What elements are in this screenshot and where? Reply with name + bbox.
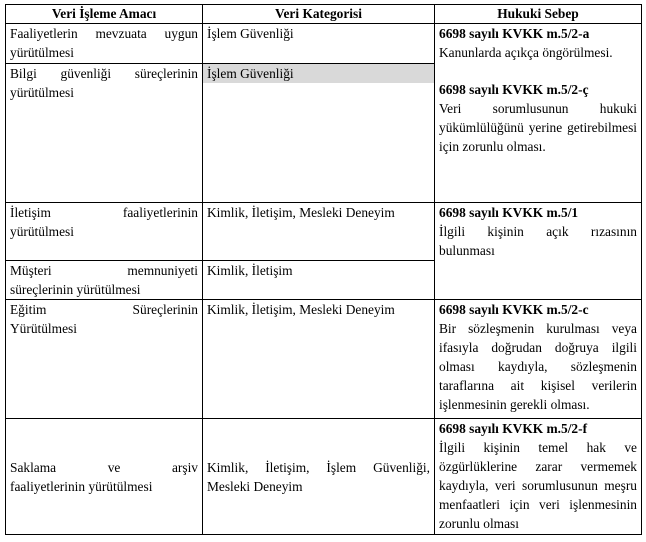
- purpose-line: yürütülmesi: [10, 224, 74, 239]
- purpose-line: Bilgi güvenliği süreçlerinin: [10, 66, 198, 81]
- legal-basis-text: Kanunlarda açıkça öngörülmesi.: [439, 45, 613, 60]
- legal-basis-cell: [435, 203, 642, 300]
- legal-basis-title: 6698 sayılı KVKK m.5/1: [439, 205, 579, 220]
- table-row: [6, 203, 642, 261]
- data-processing-table: [5, 4, 642, 535]
- purpose-cell: [6, 300, 203, 419]
- purpose-cell: [6, 261, 203, 300]
- category-cell: Kimlik, İletişim, İşlem Güvenliği, Mesleki Deneyim: [203, 419, 435, 535]
- legal-basis-title: 6698 sayılı KVKK m.5/2-a: [439, 26, 590, 41]
- legal-basis-cell: [435, 300, 642, 419]
- legal-basis-title: 6698 sayılı KVKK m.5/2-c: [439, 302, 589, 317]
- category-cell: Kimlik, İletişim, Mesleki Deneyim: [203, 203, 435, 261]
- table-header-row: [6, 5, 642, 24]
- category-cell: Kimlik, İletişim: [203, 261, 435, 300]
- purpose-cell: [6, 24, 203, 64]
- table-row: [6, 300, 642, 419]
- legal-basis-cell: [435, 419, 642, 535]
- header-legal-basis: Hukuki Sebep: [435, 5, 642, 24]
- category-cell: [203, 64, 435, 203]
- purpose-line: süreçlerinin yürütülmesi: [10, 282, 141, 297]
- purpose-cell: [6, 419, 203, 535]
- purpose-line: Müşteri memnuniyeti: [10, 263, 198, 278]
- table-row: [6, 24, 642, 64]
- legal-basis-title: 6698 sayılı KVKK m.5/2-f: [439, 421, 588, 436]
- category-highlighted: İşlem Güvenliği: [203, 64, 434, 83]
- purpose-line: Eğitim Süreçlerinin: [10, 302, 198, 317]
- purpose-cell: [6, 64, 203, 203]
- purpose-line: Faaliyetlerin mevzuata uygun: [10, 26, 198, 41]
- header-category: Veri Kategorisi: [203, 5, 435, 24]
- legal-basis-title: 6698 sayılı KVKK m.5/2-ç: [439, 82, 589, 97]
- category-cell: Kimlik, İletişim, Mesleki Deneyim: [203, 300, 435, 419]
- legal-basis-cell: [435, 24, 642, 203]
- purpose-line: yürütülmesi: [10, 85, 74, 100]
- header-purpose: Veri İşleme Amacı: [6, 5, 203, 24]
- category-cell: İşlem Güvenliği: [203, 24, 435, 64]
- table-row: [6, 419, 642, 535]
- purpose-line: Yürütülmesi: [10, 321, 77, 336]
- legal-basis-text: İlgili kişinin temel hak ve özgürlüklerine zarar vermemek kaydıyla, veri sorumlusunun meşru menfaatleri için veri işlenmesinin zorunlu olması: [439, 440, 637, 531]
- purpose-line: faaliyetlerinin yürütülmesi: [10, 478, 153, 494]
- legal-basis-text: İlgili kişinin açık rızasının bulunması: [439, 224, 637, 258]
- purpose-line: Saklama ve arşiv: [10, 459, 198, 475]
- legal-basis-text: Veri sorumlusunun hukuki yükümlülüğünü yerine getirebilmesi için zorunlu olması.: [439, 101, 637, 154]
- purpose-line: yürütülmesi: [10, 45, 74, 60]
- purpose-line: İletişim faaliyetlerinin: [10, 205, 198, 220]
- purpose-cell: [6, 203, 203, 261]
- legal-basis-text: Bir sözleşmenin kurulması veya ifasıyla doğrudan doğruya ilgili olması kaydıyla, sözleşmenin taraflarına ait kişisel verilerin işlenmesinin gerekli olması.: [439, 321, 637, 412]
